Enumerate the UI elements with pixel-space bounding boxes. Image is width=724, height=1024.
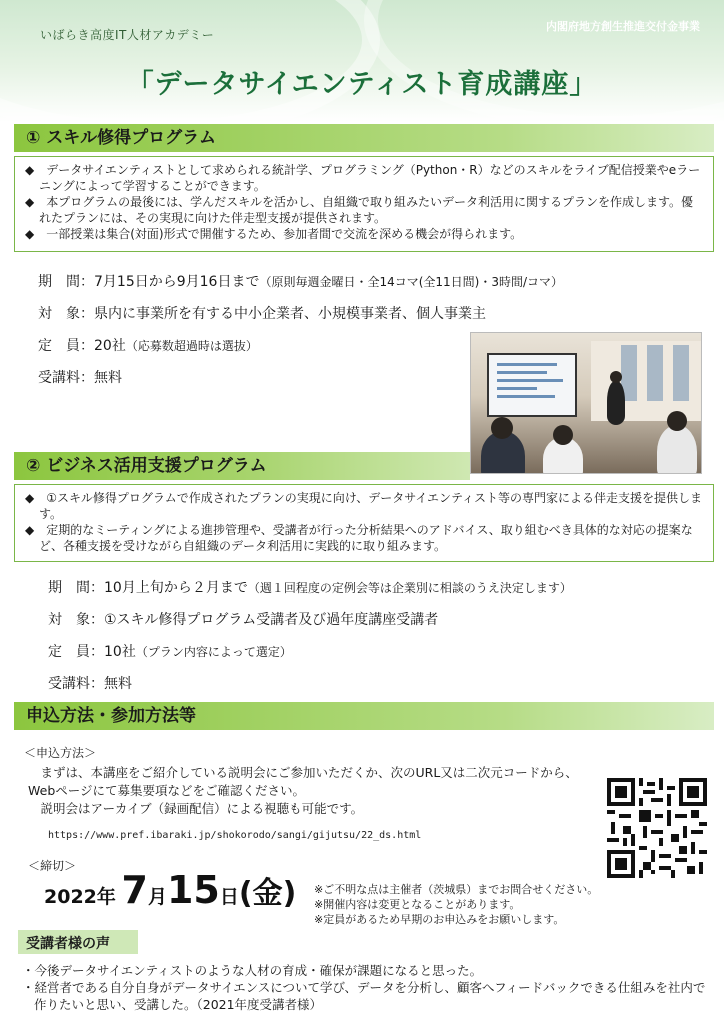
capacity-value: 10社 [104,644,136,660]
voice-item: ・経営者である自分自身がデータサイエンスについて学び、データを分析し、顧客へフィードバックできる仕組みを社内で作りたいと思い、受講した。（2021年度受講者様） [22,980,706,1012]
capacity-label: 定 員： [38,338,94,354]
period-note: （原則毎週金曜日・全14コマ(全11日間)・3時間/コマ） [259,275,564,289]
period-label: 期 間： [38,274,94,290]
organizer-name: いばらき高度IT人材アカデミー [40,28,215,42]
projector-screen [487,353,577,417]
fee-label: 受講料： [38,370,94,386]
section2-info [48,572,572,700]
decorative-swirl [0,0,380,122]
deadline-date [44,868,296,912]
info-row-target [48,604,572,636]
period-label: 期 間： [48,580,104,596]
voice-item: ・今後データサイエンティストのような人材の育成・確保が課題になると思った。 [22,963,483,978]
note-item: ※開催内容は変更となることがあります。 [314,898,521,911]
note-item: ※ご不明な点は主催者（茨城県）までお問合せください。 [314,883,599,896]
apply-heading: 申込方法・参加方法等 [14,702,714,730]
info-row-period [38,266,563,298]
deadline-day-unit: 日 [219,886,239,908]
info-row-target [38,298,563,330]
funding-program: 内閣府地方創生推進交付金事業 [546,20,700,33]
apply-url-link[interactable]: https://www.pref.ibaraki.jp/shokorodo/sangi/gijutsu/22_ds.html [48,830,422,841]
bullet-item: ◆ 本プログラムの最後には、学んだスキルを活かし、自組織で取り組みたいデータ利活用に関するプランを作成します。優れたプランには、その実現に向けた伴走型支援が提供されます。 [25,195,694,225]
capacity-note: （応募数超過時は選抜） [125,339,258,353]
deadline-day: 15 [166,868,220,912]
capacity-label: 定 員： [48,644,104,660]
section1-heading: ① スキル修得プログラム [14,124,714,152]
apply-method-label: ＜申込方法＞ [24,746,97,760]
period-note: （週１回程度の定例会等は企業別に相談のうえ決定します） [247,581,572,595]
apply-instructions [28,764,598,818]
page-title: 「データサイエンティスト育成講座」 [126,69,598,100]
deadline-year: 2022 [44,886,97,908]
notes-list [314,882,598,927]
apply-line-1: まずは、本講座をご紹介している説明会にご参加いただくか、次のURL又は二次元コードから、Webページにて募集要項などをご確認ください。 [28,765,578,798]
period-value: 7月15日から9月16日まで [94,274,260,290]
target-label: 対 象： [48,612,104,628]
voices-heading: 受講者様の声 [18,930,138,954]
qr-code-icon[interactable] [607,778,707,878]
deadline-weekday: (金) [238,876,297,911]
deadline-month: 7 [121,868,148,912]
info-row-period [48,572,572,604]
fee-value: 無料 [104,676,132,692]
info-row-fee [48,668,572,700]
section2-bullets [14,484,714,562]
deadline-month-unit: 月 [147,886,167,908]
section2-heading: ② ビジネス活用支援プログラム [14,452,470,480]
deadline-year-unit: 年 [96,886,116,908]
photo-window [647,345,663,401]
target-label: 対 象： [38,306,94,322]
deadline-label: ＜締切＞ [28,859,77,873]
capacity-note: （プラン内容によって選定） [135,645,292,659]
bullet-item: ◆ データサイエンティストとして求められる統計学、プログラミング（Python・R）などのスキルをライブ配信授業やeラーニングによって学習することができます。 [25,163,701,193]
section1-bullets [14,156,714,252]
period-value: 10月上旬から２月まで [104,580,248,596]
seminar-photo [470,332,702,474]
apply-line-2: 説明会はアーカイブ（録画配信）による視聴も可能です。 [28,801,364,816]
voices-list [22,962,712,1013]
bullet-item: ◆ 一部授業は集合(対面)形式で開催するため、参加者間で交流を深める機会が得られます。 [25,227,523,241]
capacity-value: 20社 [94,338,126,354]
bullet-item: ◆ 定期的なミーティングによる進捗管理や、受講者が行った分析結果へのアドバイス、取り組むべき具体的な対応の提案など、各種支援を受けながら自組織のデータ利活用に実践的に取り組みます。 [25,523,693,553]
attendee [657,425,697,474]
info-row-capacity [48,636,572,668]
target-value: 県内に事業所を有する中小企業者、小規模事業者、個人事業主 [94,306,486,322]
fee-label: 受講料： [48,676,104,692]
photo-window [673,345,689,401]
target-value: ①スキル修得プログラム受講者及び過年度講座受講者 [104,612,439,628]
note-item: ※定員があるため早期のお申込みをお願いします。 [314,913,565,926]
presenter [607,381,625,425]
bullet-item: ◆ ①スキル修得プログラムで作成されたプランの実現に向け、データサイエンティスト等の専門家による伴走支援を提供します。 [25,491,702,521]
fee-value: 無料 [94,370,122,386]
